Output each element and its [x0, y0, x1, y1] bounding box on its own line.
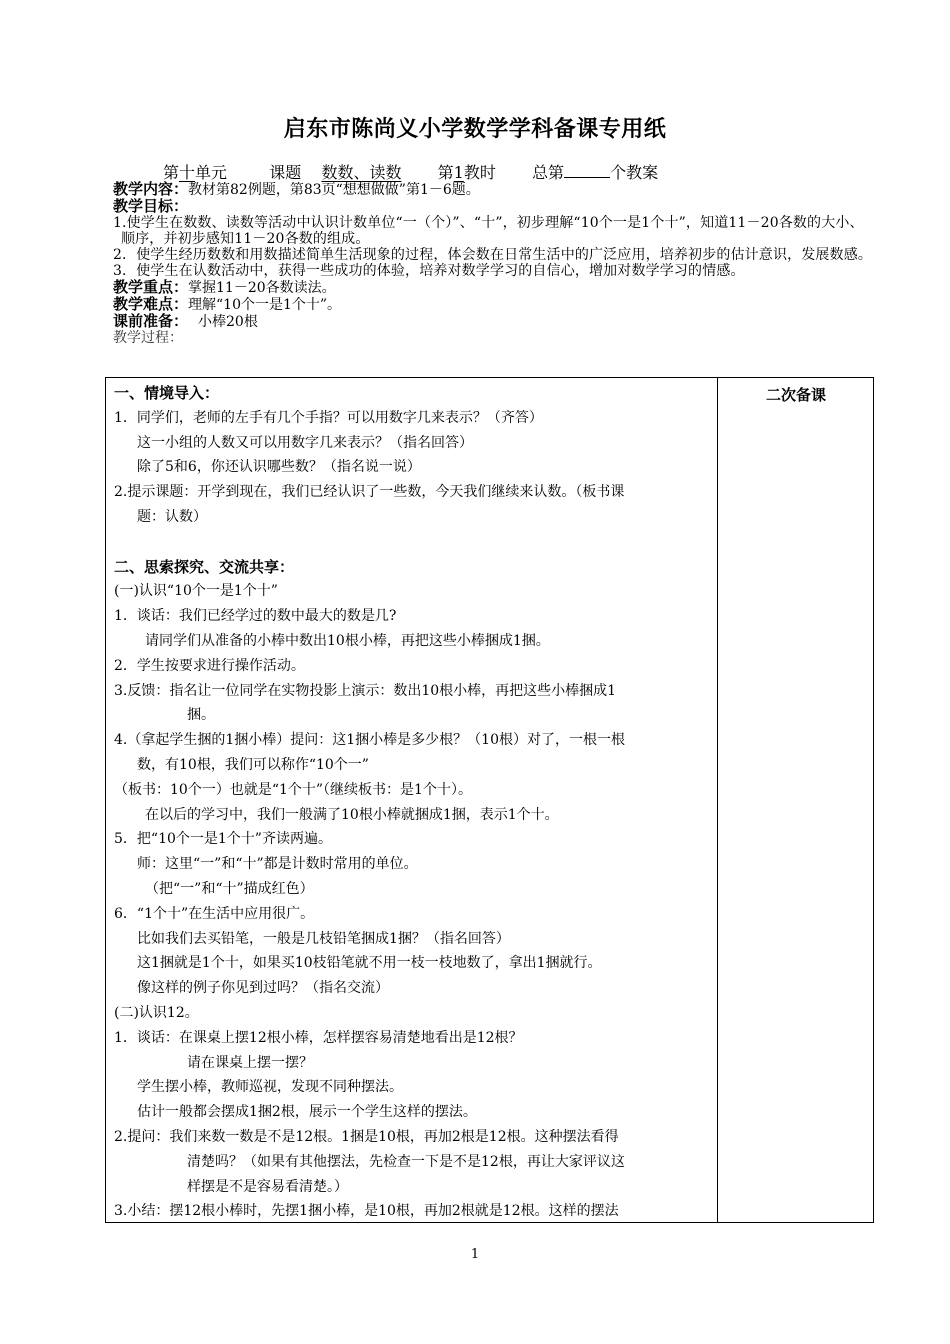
period-value: 1 — [453, 163, 464, 182]
process-line: 2．学生按要求进行操作活动。 — [114, 657, 305, 674]
process-line: 题：认数） — [137, 508, 207, 525]
preparation-label: 课前准备： — [113, 312, 189, 330]
blank-line — [114, 530, 712, 555]
process-line: 6．“1个十”在生活中应用很广。 — [114, 905, 315, 922]
teaching-goals-label: 教学目标： — [113, 197, 189, 215]
process-line: 估计一般都会摆成1捆2根，展示一个学生这样的摆法。 — [137, 1104, 477, 1121]
process-line: 学生摆小棒，教师巡视，发现不同种摆法。 — [137, 1079, 403, 1096]
process-content — [114, 381, 712, 1224]
teaching-goal-item: 3．使学生在认数活动中，获得一些成功的体验，培养对数学学习的自信心，增加对数学学习的情感。 — [113, 263, 745, 279]
process-line: 捆。 — [187, 707, 215, 724]
difficulty-text: 理解“10个一是1个十”。 — [188, 297, 342, 313]
lesson-info — [113, 181, 873, 346]
process-line: 2.提问：我们来数一数是不是12根。1捆是10根，再加2根是12根。这种摆法看得 — [114, 1128, 619, 1145]
lesson-meta-line — [163, 160, 658, 183]
key-point-text: 掌握11－20各数读法。 — [188, 280, 336, 296]
subsection-heading: (一)认识“10个一是1个十” — [114, 583, 278, 600]
process-line: 清楚吗？（如果有其他摆法，先检查一下是不是12根，再让大家评议这 — [187, 1153, 625, 1170]
process-line: 1．谈话：我们已经学过的数中最大的数是几? — [114, 608, 397, 625]
process-line: 4.（拿起学生捆的1捆小棒）提问：这1捆小棒是多少根？（10根）对了，一根一根 — [114, 732, 625, 749]
teaching-content-text: 教材第82例题，第83页“想想做做”第1－6题。 — [188, 182, 480, 198]
topic-value: 数数、读数 — [321, 163, 402, 182]
key-point-row — [113, 279, 873, 296]
teaching-content-label: 教学内容： — [113, 180, 189, 198]
process-line: 3.反馈：指名让一位同学在实物投影上演示：数出10根小棒，再把这些小棒捆成1 — [114, 682, 617, 699]
period-suffix: 教时 — [463, 163, 496, 182]
topic-label: 课题 — [269, 163, 302, 182]
process-line: 请在课桌上摆一摆？ — [187, 1054, 313, 1071]
process-line: 5．把“10个一是1个十”齐读两遍。 — [114, 831, 332, 848]
process-line: 这一小组的人数又可以用数字几来表示？（指名回答） — [137, 434, 473, 451]
process-line: 样摆是不是容易看清楚。） — [187, 1178, 348, 1195]
process-line: 在以后的学习中，我们一般满了10根小棒就捆成1捆，表示1个十。 — [145, 806, 559, 823]
preparation-text: 小棒20根 — [198, 314, 258, 330]
lesson-process-table — [105, 377, 874, 1223]
teaching-goals-row — [113, 198, 873, 215]
process-line: 师：这里“一”和“十”都是计数时常用的单位。 — [137, 856, 418, 873]
total-prefix: 总第 — [532, 163, 565, 182]
process-line: （把“一”和“十”描成红色） — [145, 880, 314, 897]
preparation-row — [113, 313, 873, 330]
process-line: 比如我们去买铅笔，一般是几枝铅笔捆成1捆？（指名回答） — [137, 930, 510, 947]
teaching-goal-item: 2．使学生经历数数和用数描述简单生活现象的过程，体会数在日常生活中的广泛应用，培养初步的估计意识，发展数感。 — [113, 247, 873, 263]
difficulty-label: 教学难点： — [113, 295, 189, 313]
process-line: 1．同学们，老师的左手有几个手指？可以用数字几来表示？（齐答） — [114, 409, 543, 426]
process-line: 1．谈话：在课桌上摆12根小棒，怎样摆容易清楚地看出是12根？ — [114, 1029, 523, 1046]
unit-value: 十 — [179, 163, 196, 182]
process-line: （板书：10个一）也就是“1个十”（继续板书：是1个十）。 — [114, 781, 472, 798]
process-line: 请同学们从准备的小棒中数出10根小棒，再把这些小棒捆成1捆。 — [145, 632, 550, 649]
teaching-content-row — [113, 181, 873, 198]
process-line: 3.小结：摆12根小棒时，先摆1捆小棒，是10根，再加2根就是12根。这样的摆法 — [114, 1203, 619, 1220]
total-blank — [564, 163, 610, 178]
section-heading: 一、情境导入： — [114, 384, 220, 402]
process-line: 像这样的例子你见到过吗？（指名交流） — [137, 980, 389, 997]
process-line: 这1捆就是1个十，如果买10枝铅笔就不用一枝一枝地数了，拿出1捆就行。 — [137, 955, 602, 972]
section-heading: 二、思索探究、交流共享： — [114, 557, 295, 576]
teaching-process-label: 教学过程： — [113, 330, 183, 346]
column-divider — [717, 378, 718, 1222]
process-line: 2.提示课题：开学到现在，我们已经认识了一些数，今天我们继续来认数。（板书课 — [114, 484, 625, 501]
period-prefix: 第 — [437, 163, 454, 182]
unit-prefix: 第 — [163, 163, 180, 182]
teaching-goal-item: 1.使学生在数数、读数等活动中认识计数单位“一（个）”、“十”，初步理解“10个一是1个十”，知道11－20各数的大小、顺序，并初步感知11－20各数的组成。 — [113, 215, 864, 247]
subsection-heading: (二)认识12。 — [114, 1004, 199, 1021]
second-prep-header: 二次备课 — [765, 386, 826, 404]
process-line: 除了5和6，你还认识哪些数？（指名说一说） — [137, 459, 421, 476]
unit-suffix: 单元 — [195, 163, 228, 182]
key-point-label: 教学重点： — [113, 278, 189, 296]
document-title: 启东市陈尚义小学数学学科备课专用纸 — [283, 117, 667, 142]
total-suffix: 个教案 — [610, 163, 659, 182]
process-line: 数，有10根，我们可以称作“10个一” — [137, 756, 369, 773]
page-number: 1 — [470, 1247, 480, 1262]
difficulty-row — [113, 296, 873, 313]
